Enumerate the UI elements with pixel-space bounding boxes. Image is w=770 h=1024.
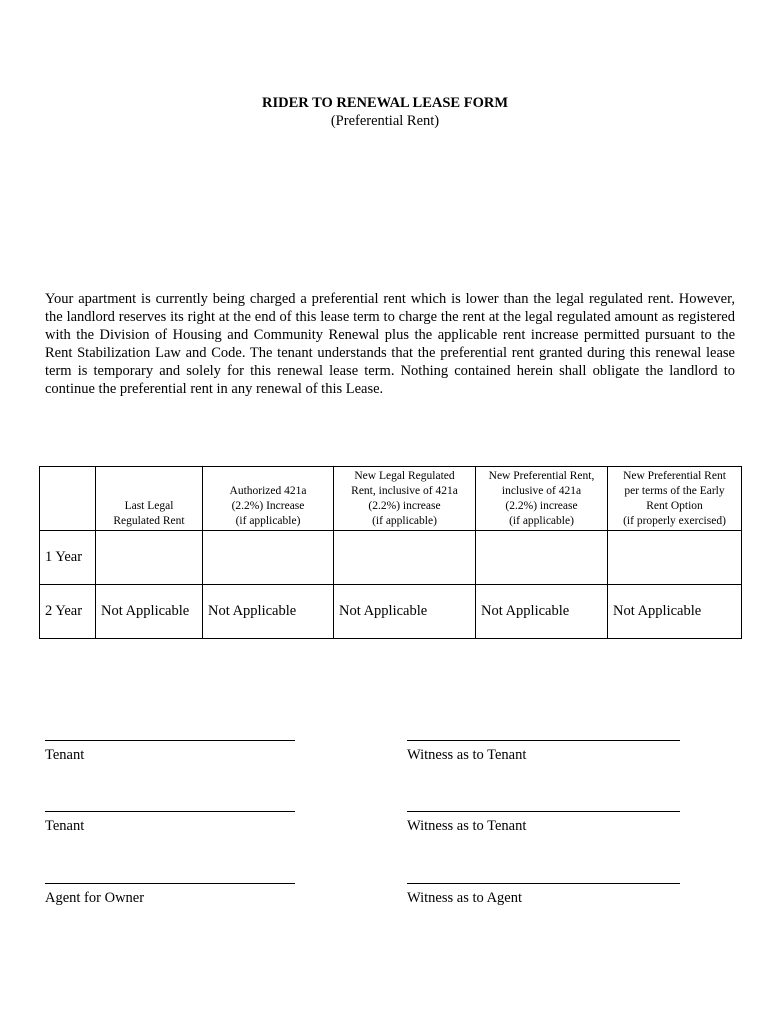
header-line: Authorized 421a <box>229 485 307 497</box>
header-line: (if applicable) <box>372 515 437 527</box>
header-line: per terms of the Early <box>624 485 725 497</box>
signature-tenant-2[interactable] <box>45 811 295 835</box>
table-header-421a-increase <box>203 467 334 531</box>
header-line: (2.2%) Increase <box>231 500 305 512</box>
table-cell[interactable] <box>334 531 476 585</box>
header-line: Rent, inclusive of 421a <box>351 485 458 497</box>
signature-witness-1[interactable] <box>407 740 680 764</box>
table-header-blank <box>40 467 96 531</box>
table-header-new-legal-rent <box>334 467 476 531</box>
table-cell[interactable] <box>203 531 334 585</box>
signature-witness-2[interactable] <box>407 811 680 835</box>
table-cell: Not Applicable <box>476 585 608 639</box>
page-subtitle: (Preferential Rent) <box>330 113 440 129</box>
table-cell[interactable] <box>96 531 203 585</box>
header-line: inclusive of 421a <box>501 485 582 497</box>
signature-line <box>45 883 295 884</box>
rent-table <box>39 466 742 639</box>
table-cell[interactable] <box>608 531 742 585</box>
table-header-new-preferential-rent <box>476 467 608 531</box>
signature-line <box>45 811 295 812</box>
signature-agent-owner[interactable] <box>45 883 295 907</box>
table-cell: Not Applicable <box>608 585 742 639</box>
body-paragraph: Your apartment is currently being charged a preferential rent which is lower than the legal regulated rent. However, the landlord reserves its right at the end of this lease term to charge the rent at the legal regulated amount as registered with the Division of Housing and Community Renewal plus the applicable rent increase permitted pursuant to the Rent Stabilization Law and Code. The tenant understands that the preferential rent granted during this renewal lease term is temporary and solely for this renewal lease term. Nothing contained herein shall obligate the landlord to continue the preferential rent in any renewal of this Lease. <box>45 291 735 397</box>
signature-line <box>45 740 295 741</box>
signature-label: Tenant <box>45 747 85 763</box>
header-line: New Preferential Rent, <box>488 470 595 482</box>
header-line: New Preferential Rent <box>623 470 726 482</box>
header-line: Last Legal <box>124 500 174 512</box>
header-line: (if applicable) <box>235 515 301 527</box>
signature-witness-agent[interactable] <box>407 883 680 907</box>
table-header-last-legal-rent <box>96 467 203 531</box>
row-term-label: 2 Year <box>40 585 96 639</box>
signature-label: Witness as to Tenant <box>407 747 527 763</box>
table-cell: Not Applicable <box>203 585 334 639</box>
header-line: (2.2%) increase <box>505 500 578 512</box>
signature-line <box>407 883 680 884</box>
header-line: (if applicable) <box>509 515 574 527</box>
table-row <box>40 531 742 585</box>
header-line: Rent Option <box>646 500 703 512</box>
signature-line <box>407 811 680 812</box>
row-term-label: 1 Year <box>40 531 96 585</box>
signature-label: Agent for Owner <box>45 890 145 906</box>
table-header-row <box>40 467 742 531</box>
signature-tenant-1[interactable] <box>45 740 295 764</box>
header-line: (2.2%) increase <box>368 500 441 512</box>
table-cell[interactable] <box>476 531 608 585</box>
signature-label: Witness as to Agent <box>407 890 523 906</box>
signature-label: Witness as to Tenant <box>407 818 527 834</box>
table-cell: Not Applicable <box>334 585 476 639</box>
header-line: New Legal Regulated <box>354 470 455 482</box>
table-cell: Not Applicable <box>96 585 203 639</box>
table-header-early-rent-option <box>608 467 742 531</box>
table-row <box>40 585 742 639</box>
signature-label: Tenant <box>45 818 85 834</box>
header-line: Regulated Rent <box>113 515 185 527</box>
page-title: RIDER TO RENEWAL LEASE FORM <box>261 95 509 111</box>
signature-line <box>407 740 680 741</box>
header-line: (if properly exercised) <box>623 515 726 527</box>
